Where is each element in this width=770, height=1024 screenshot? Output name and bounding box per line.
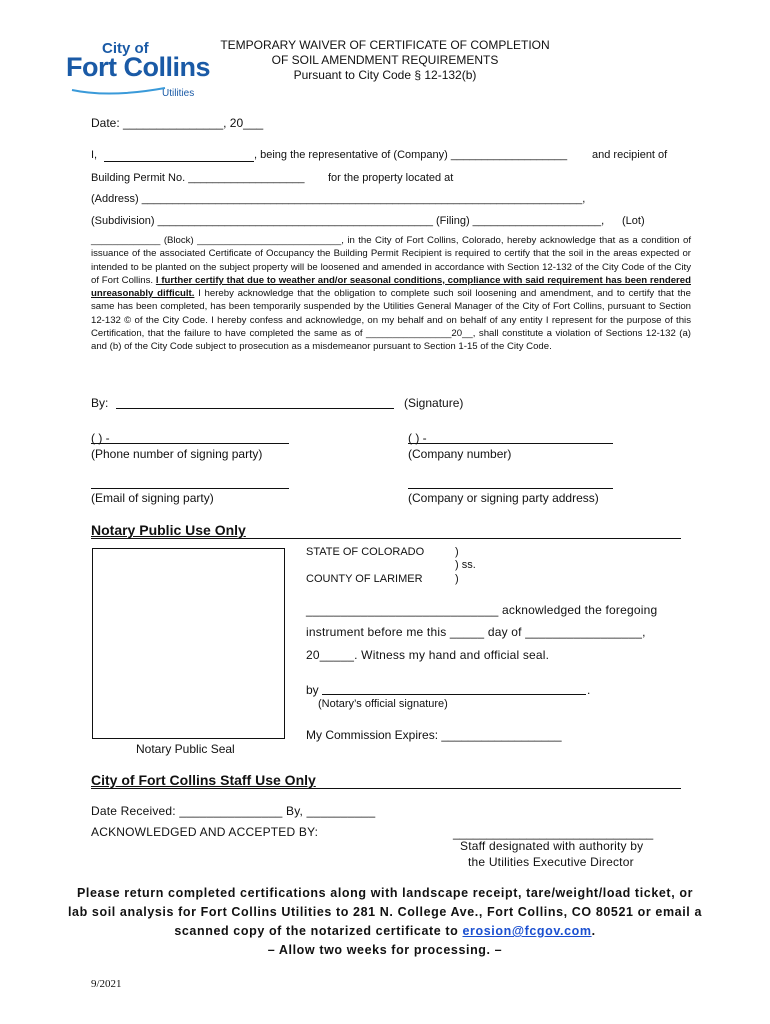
phone-line[interactable] xyxy=(91,443,289,444)
paren-1: ) xyxy=(455,546,459,558)
phone-input[interactable]: ( ) - xyxy=(91,431,110,445)
staff-section-title: City of Fort Collins Staff Use Only xyxy=(91,772,316,788)
notary-signature-line[interactable] xyxy=(322,694,586,695)
header-title xyxy=(175,38,595,83)
signature-line[interactable] xyxy=(116,408,394,409)
date-received-field[interactable]: Date Received: _______________ By, __________ xyxy=(91,804,376,818)
representative-text[interactable]: , being the representative of (Company) ___________________ xyxy=(254,149,568,161)
email-label: (Email of signing party) xyxy=(91,491,214,505)
paragraph-bold: I further certify that due to weather and/or seasonal conditions, compliance with said requirement has been rendered unreasonably difficult. xyxy=(91,274,691,300)
staff-rule xyxy=(91,788,681,789)
form-version: 9/2021 xyxy=(91,978,122,990)
instrument-field[interactable]: instrument before me this _____ day of _________________, xyxy=(306,625,646,639)
witness-field[interactable]: 20_____. Witness my hand and official seal. xyxy=(306,648,550,662)
date-field[interactable]: Date: _______________, 20___ xyxy=(91,116,264,130)
ack-accepted-label: ACKNOWLEDGED AND ACCEPTED BY: xyxy=(91,825,319,839)
processing-note: – Allow two weeks for processing. – xyxy=(267,943,503,957)
commission-field[interactable]: My Commission Expires: __________________ xyxy=(306,728,562,742)
staff-designee-line-1: Staff designated with authority by xyxy=(460,839,644,853)
header-line-1: TEMPORARY WAIVER OF CERTIFICATE OF COMPLETION xyxy=(220,38,550,52)
signature-label: (Signature) xyxy=(404,396,464,410)
notary-section-title: Notary Public Use Only xyxy=(91,522,246,538)
company-number-label: (Company number) xyxy=(408,447,512,461)
logo-fort-collins: Fort Collins xyxy=(66,52,210,82)
email-link[interactable]: erosion@fcgov.com xyxy=(462,924,592,938)
company-address-line[interactable] xyxy=(408,488,613,489)
paragraph-end: I hereby acknowledge that the obligation to complete such soil loosening and amendment, and to certify that the same has been completed, has been temporarily suspended by the Utilities General Manager of the City of Fort Collins, pursuant to Section 12-132 © of the City Code. I hereby confess and acknowledge, on my behalf and on behalf of any entity I represent for the purpose of this Certification, that the failure to have completed the same as of ________________20__, shall constitute a violation of Sections 12-132 (a) and (b) of the City Code subject to prosecution as a misdemeanor pursuant to Section 1-15 of the City Code. xyxy=(91,288,691,353)
notary-period: . xyxy=(587,683,591,697)
recipient-text: and recipient of xyxy=(592,149,668,161)
by-label: By: xyxy=(91,396,109,410)
name-input-line[interactable] xyxy=(104,161,254,162)
paragraph-start: _____________ (Block) ___________________________, in the City of Fort Collins, Colorado, hereby acknowledge that as a condition of issuance of the associated Certificate of Occupancy the Building Permit Recipient is required to certify that the soil in the areas expected or intended to be planted on the subject property will be loosened and amended in accordance with Section 12-132 of the City Code of the City of Fort Collins. xyxy=(91,235,691,286)
subdivision-field[interactable]: (Subdivision) _____________________________________________ xyxy=(91,215,433,227)
acknowledged-field[interactable]: ____________________________ acknowledged the foregoing xyxy=(306,603,658,617)
address-field[interactable]: (Address) ________________________________________________________________________, xyxy=(91,193,586,205)
staff-designee-line-2: the Utilities Executive Director xyxy=(468,855,634,869)
notary-rule xyxy=(91,538,681,539)
company-address-label: (Company or signing party address) xyxy=(408,491,599,505)
staff-signature-line[interactable]: ______________________________ xyxy=(453,826,654,840)
company-number-line[interactable] xyxy=(408,443,613,444)
header-line-2: OF SOIL AMENDMENT REQUIREMENTS xyxy=(271,53,499,67)
notary-signature-label: (Notary’s official signature) xyxy=(318,698,448,710)
logo-utilities: Utilities xyxy=(162,88,195,99)
lot-label: (Lot) xyxy=(622,215,645,227)
return-instructions xyxy=(65,884,705,960)
notary-seal-box xyxy=(92,548,285,739)
notary-by-label: by xyxy=(306,683,319,697)
state-label: STATE OF COLORADO xyxy=(306,546,425,558)
ss-label: ) ss. xyxy=(455,559,476,571)
logo-city-of: City of xyxy=(102,40,149,57)
county-label: COUNTY OF LARIMER xyxy=(306,573,423,585)
company-number-input[interactable]: ( ) - xyxy=(408,431,427,445)
paren-3: ) xyxy=(455,573,459,585)
phone-label: (Phone number of signing party) xyxy=(91,447,263,461)
footer-period: . xyxy=(591,924,596,938)
notary-seal-label: Notary Public Seal xyxy=(136,742,235,756)
header-line-3: Pursuant to City Code § 12-132(b) xyxy=(293,68,477,82)
email-line[interactable] xyxy=(91,488,289,489)
certification-paragraph xyxy=(91,234,691,354)
permit-field[interactable]: Building Permit No. ___________________ xyxy=(91,172,305,184)
property-text: for the property located at xyxy=(328,172,454,184)
logo-swoosh xyxy=(70,84,170,103)
return-instructions-text: Please return completed certifications along with landscape receipt, tare/weight/load ticket, or lab soil analysis for Fort Collins Utilities to 281 N. College Ave., Fort Collins, CO 80521 or email a scanned copy of the notarized certificate to xyxy=(67,886,703,938)
i-label: I, xyxy=(91,149,98,161)
filing-field[interactable]: (Filing) _____________________, xyxy=(436,215,605,227)
